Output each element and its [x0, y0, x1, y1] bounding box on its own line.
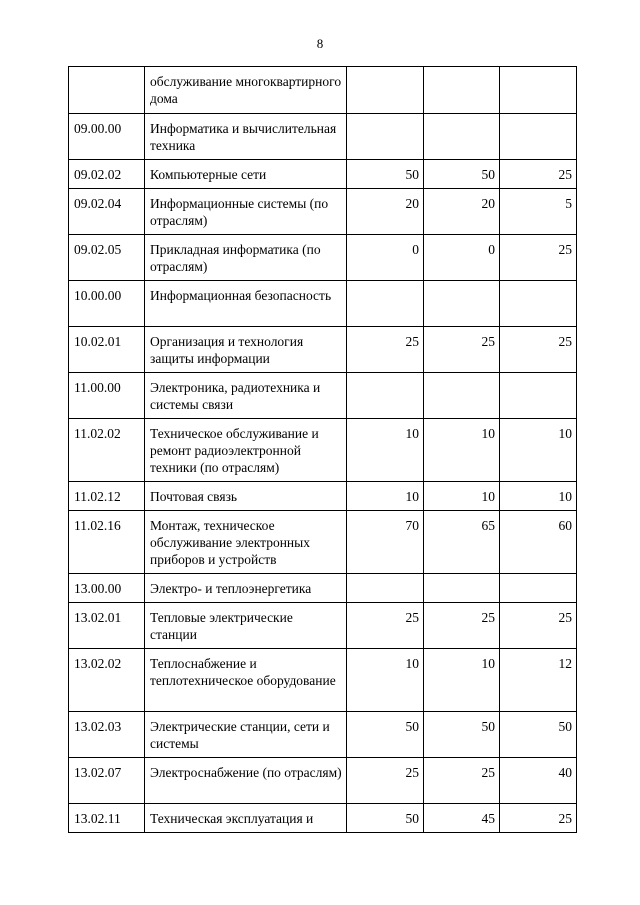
- specialty-name: обслуживание многоквартирного дома: [145, 67, 347, 114]
- specialty-code: 10.00.00: [69, 281, 145, 327]
- value-col-3: 50: [500, 712, 577, 758]
- value-col-1: 10: [347, 649, 424, 712]
- specialty-name: Информационная безопасность: [145, 281, 347, 327]
- table-row: [69, 67, 577, 114]
- value-col-1: [347, 574, 424, 603]
- specialty-code: 11.02.02: [69, 419, 145, 482]
- specialty-code: 11.02.12: [69, 482, 145, 511]
- value-col-3: [500, 574, 577, 603]
- value-col-3: 10: [500, 419, 577, 482]
- table-body: [69, 67, 577, 833]
- value-col-1: 25: [347, 758, 424, 804]
- specialty-name: Тепловые электрические станции: [145, 603, 347, 649]
- specialty-name: Компьютерные сети: [145, 160, 347, 189]
- value-col-1: 50: [347, 804, 424, 833]
- specialty-name: Техническое обслуживание и ремонт радиоэлектронной техники (по отраслям): [145, 419, 347, 482]
- specialty-code: 13.02.01: [69, 603, 145, 649]
- value-col-2: [424, 114, 500, 160]
- specialty-name: Техническая эксплуатация и: [145, 804, 347, 833]
- value-col-1: 70: [347, 511, 424, 574]
- value-col-2: 50: [424, 712, 500, 758]
- value-col-1: [347, 67, 424, 114]
- specialty-name: Электроснабжение (по отраслям): [145, 758, 347, 804]
- specialty-name: Монтаж, техническое обслуживание электронных приборов и устройств: [145, 511, 347, 574]
- specialty-code: 09.02.05: [69, 235, 145, 281]
- value-col-3: 25: [500, 327, 577, 373]
- specialty-code: 09.02.02: [69, 160, 145, 189]
- specialty-name: Организация и технология защиты информации: [145, 327, 347, 373]
- table-row: [69, 482, 577, 511]
- value-col-2: 45: [424, 804, 500, 833]
- specialty-code: 11.02.16: [69, 511, 145, 574]
- table-row: [69, 511, 577, 574]
- value-col-2: 10: [424, 649, 500, 712]
- value-col-2: 10: [424, 482, 500, 511]
- value-col-2: 50: [424, 160, 500, 189]
- value-col-3: 5: [500, 189, 577, 235]
- value-col-1: 50: [347, 160, 424, 189]
- value-col-1: 25: [347, 327, 424, 373]
- table-row: [69, 712, 577, 758]
- value-col-3: 25: [500, 235, 577, 281]
- value-col-2: 65: [424, 511, 500, 574]
- table-row: [69, 758, 577, 804]
- specialty-name: Информатика и вычислительная техника: [145, 114, 347, 160]
- specialty-name: Почтовая связь: [145, 482, 347, 511]
- value-col-1: [347, 373, 424, 419]
- value-col-3: 25: [500, 804, 577, 833]
- value-col-3: [500, 281, 577, 327]
- value-col-2: 20: [424, 189, 500, 235]
- value-col-3: 25: [500, 603, 577, 649]
- table-row: [69, 603, 577, 649]
- value-col-2: 25: [424, 327, 500, 373]
- value-col-1: 10: [347, 419, 424, 482]
- value-col-1: 50: [347, 712, 424, 758]
- value-col-3: [500, 114, 577, 160]
- value-col-2: 25: [424, 603, 500, 649]
- value-col-2: [424, 373, 500, 419]
- value-col-2: [424, 67, 500, 114]
- value-col-2: 10: [424, 419, 500, 482]
- specialty-name: Теплоснабжение и теплотехническое оборудование: [145, 649, 347, 712]
- table-row: [69, 804, 577, 833]
- value-col-1: 10: [347, 482, 424, 511]
- specialty-name: Прикладная информатика (по отраслям): [145, 235, 347, 281]
- value-col-3: 60: [500, 511, 577, 574]
- table-row: [69, 327, 577, 373]
- value-col-3: 10: [500, 482, 577, 511]
- value-col-1: 25: [347, 603, 424, 649]
- specialty-code: 13.02.03: [69, 712, 145, 758]
- specialty-code: 09.00.00: [69, 114, 145, 160]
- specialty-name: Информационные системы (по отраслям): [145, 189, 347, 235]
- specialty-code: 13.00.00: [69, 574, 145, 603]
- table-row: [69, 189, 577, 235]
- value-col-3: 12: [500, 649, 577, 712]
- value-col-1: [347, 114, 424, 160]
- value-col-3: 40: [500, 758, 577, 804]
- page-number: 8: [316, 36, 324, 51]
- value-col-1: 20: [347, 189, 424, 235]
- table-row: [69, 235, 577, 281]
- value-col-1: 0: [347, 235, 424, 281]
- specialty-code: [69, 67, 145, 114]
- specialty-name: Электро- и теплоэнергетика: [145, 574, 347, 603]
- table-row: [69, 114, 577, 160]
- table-row: [69, 419, 577, 482]
- specialty-name: Электрические станции, сети и системы: [145, 712, 347, 758]
- specialty-code: 13.02.11: [69, 804, 145, 833]
- specialty-code: 13.02.02: [69, 649, 145, 712]
- specialty-code: 10.02.01: [69, 327, 145, 373]
- table-row: [69, 160, 577, 189]
- specialty-code: 11.00.00: [69, 373, 145, 419]
- specialties-table: [68, 66, 577, 833]
- value-col-2: 25: [424, 758, 500, 804]
- value-col-2: [424, 281, 500, 327]
- value-col-3: [500, 67, 577, 114]
- table-row: [69, 574, 577, 603]
- value-col-1: [347, 281, 424, 327]
- specialty-name: Электроника, радиотехника и системы связи: [145, 373, 347, 419]
- value-col-3: 25: [500, 160, 577, 189]
- value-col-3: [500, 373, 577, 419]
- specialty-code: 09.02.04: [69, 189, 145, 235]
- value-col-2: 0: [424, 235, 500, 281]
- specialty-code: 13.02.07: [69, 758, 145, 804]
- value-col-2: [424, 574, 500, 603]
- table-row: [69, 373, 577, 419]
- table-row: [69, 281, 577, 327]
- table-row: [69, 649, 577, 712]
